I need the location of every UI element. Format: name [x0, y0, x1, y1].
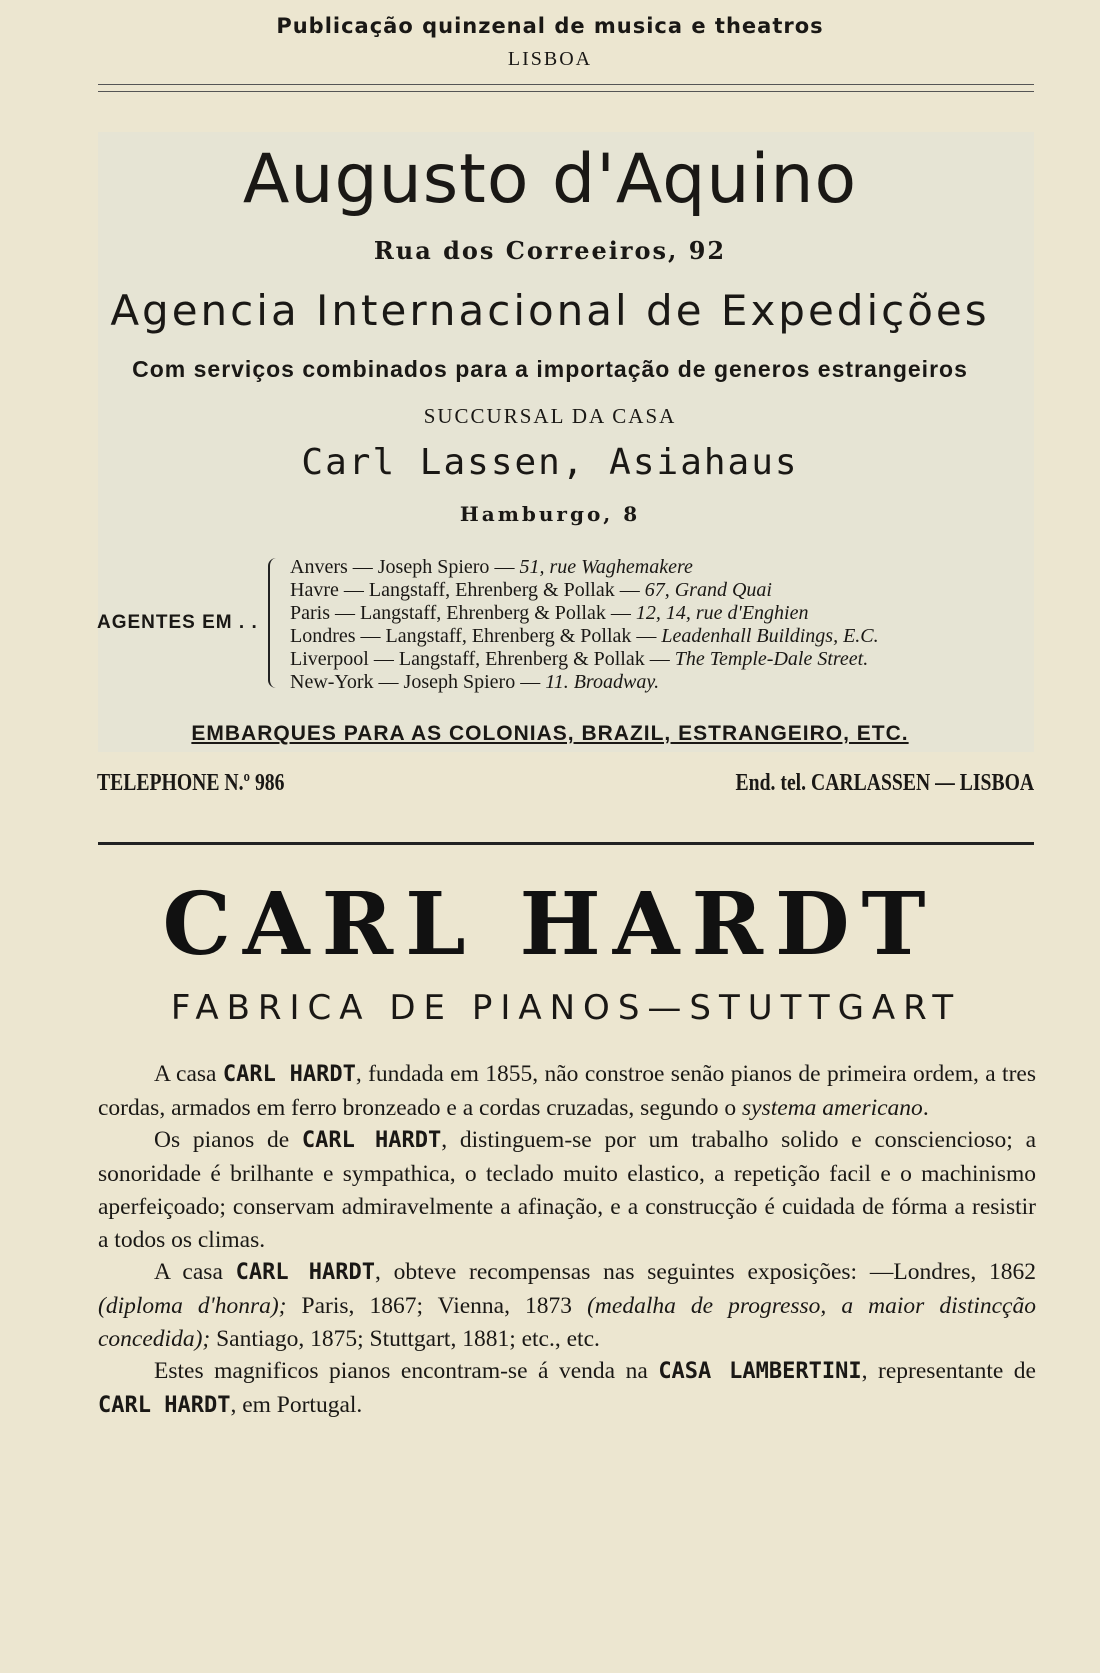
- agent-address: The Temple-Dale Street.: [674, 648, 869, 670]
- brand-name: CARL HARDT: [235, 1260, 375, 1286]
- agent-city: New-York: [290, 671, 374, 693]
- aquino-telephone: TELEPHONE N.º 986: [97, 770, 285, 796]
- agent-address: 51, rue Waghemakere: [519, 556, 693, 578]
- agent-city: Havre: [290, 579, 339, 601]
- text-run: Santiago, 1875; Stuttgart, 1881; etc., etc.: [210, 1325, 600, 1352]
- agent-name: Langstaff, Ehrenberg & Pollak: [368, 579, 615, 601]
- publication-city: LISBOA: [507, 48, 593, 70]
- hardt-paragraph: [98, 1124, 1036, 1256]
- agent-row: Londres — Langstaff, Ehrenberg & Pollak — Leadenhall Buildings, E.C.: [290, 625, 879, 647]
- agent-name: Langstaff, Ehrenberg & Pollak: [360, 602, 606, 624]
- hardt-subtitle: FABRICA DE PIANOS—STUTTGART: [170, 988, 962, 1028]
- agent-city: Anvers: [290, 556, 348, 578]
- agents-list: [290, 556, 1050, 694]
- aquino-succursal: SUCCURSAL DA CASA: [423, 404, 677, 428]
- text-run: , distinguem-se por um trabalho solido e consciencioso; a sonoridade é brilhante e sympathica, o teclado muito elastico, a repetição facil e o machinismo aperfeiçoado; conservam admiravelmente a afinação, e a construcção é cuidada de fórma a resistir a todos os climas.: [98, 1127, 1037, 1253]
- hardt-paragraph: [98, 1256, 1036, 1355]
- aquino-parent-company: Carl Lassen, Asiahaus: [301, 442, 799, 483]
- text-run: , fundada em 1855, não constroe senão pianos de primeira ordem, a tres cordas, armados em ferro bronzeado e a cordas cruzadas, segundo o: [98, 1061, 1036, 1121]
- agent-row: Anvers — Joseph Spiero — 51, rue Waghemakere: [290, 556, 693, 578]
- hardt-paragraph: [98, 1058, 1036, 1124]
- brand-name: CARL HARDT: [222, 1062, 356, 1087]
- agent-row: Liverpool — Langstaff, Ehrenberg & Pollak — The Temple-Dale Street.: [290, 648, 869, 670]
- text-run: A casa: [154, 1259, 236, 1286]
- hardt-body: [98, 1058, 1036, 1423]
- italic-run: systema americano: [742, 1094, 923, 1121]
- agent-address: 67, Grand Quai: [644, 579, 772, 601]
- agents-label: AGENTES EM . .: [97, 612, 258, 633]
- aquino-name: Augusto d'Aquino: [242, 140, 858, 219]
- agent-name: Joseph Spiero: [377, 556, 490, 578]
- aquino-services: Com serviços combinados para a importação de generos estrangeiros: [132, 356, 968, 382]
- brand-name: CARL HARDT: [301, 1128, 442, 1154]
- text-run: , representante de: [861, 1358, 1036, 1385]
- aquino-telegraph-address: End. tel. CARLASSEN — LISBOA: [735, 770, 1034, 796]
- italic-run: (medalha de progresso, a maior distincção concedida);: [98, 1292, 1036, 1352]
- text-run: Os pianos de: [154, 1127, 302, 1154]
- header-divider: [98, 84, 1034, 92]
- brand-name: CASA LAMBERTINI: [658, 1359, 862, 1385]
- ad-divider: [98, 842, 1034, 845]
- text-run: .: [922, 1094, 929, 1121]
- agents-brace: [268, 558, 282, 688]
- text-run: , obteve recompensas nas seguintes exposições: —Londres, 1862: [374, 1259, 1036, 1286]
- brand-name: CARL HARDT: [98, 1393, 231, 1419]
- agent-name: Langstaff, Ehrenberg & Pollak: [385, 625, 632, 647]
- agent-address: 12, 14, rue d'Enghien: [635, 602, 809, 624]
- aquino-parent-city: Hamburgo, 8: [459, 502, 641, 526]
- aquino-street: Rua dos Correeiros, 92: [373, 236, 727, 265]
- aquino-agency: Agencia Internacional de Expedições: [110, 286, 990, 335]
- agent-row: New-York — Joseph Spiero — 11. Broadway.: [290, 671, 660, 693]
- italic-run: (diploma d'honra);: [98, 1292, 287, 1319]
- agent-address: Leadenhall Buildings, E.C.: [661, 625, 879, 647]
- agent-city: Londres: [290, 625, 356, 647]
- aquino-embarques: EMBARQUES PARA AS COLONIAS, BRAZIL, ESTRANGEIRO, ETC.: [191, 722, 909, 745]
- agent-row: Havre — Langstaff, Ehrenberg & Pollak — 67, Grand Quai: [290, 579, 772, 601]
- hardt-paragraph: [98, 1355, 1036, 1422]
- text-run: , em Portugal.: [230, 1392, 363, 1419]
- agent-name: Joseph Spiero: [403, 671, 516, 693]
- agent-name: Langstaff, Ehrenberg & Pollak: [398, 648, 645, 670]
- agent-city: Liverpool: [290, 648, 369, 670]
- hardt-name: CARL HARDT: [162, 874, 938, 975]
- text-run: Estes magnificos pianos encontram-se á venda na: [154, 1358, 659, 1385]
- publication-subtitle: Publicação quinzenal de musica e theatros: [276, 14, 824, 38]
- text-run: Paris, 1867; Vienna, 1873: [286, 1292, 588, 1319]
- agent-address: 11. Broadway.: [545, 671, 660, 693]
- text-run: A casa: [154, 1061, 223, 1087]
- agent-row: Paris — Langstaff, Ehrenberg & Pollak — 12, 14, rue d'Enghien: [290, 602, 809, 624]
- agent-city: Paris: [290, 602, 330, 624]
